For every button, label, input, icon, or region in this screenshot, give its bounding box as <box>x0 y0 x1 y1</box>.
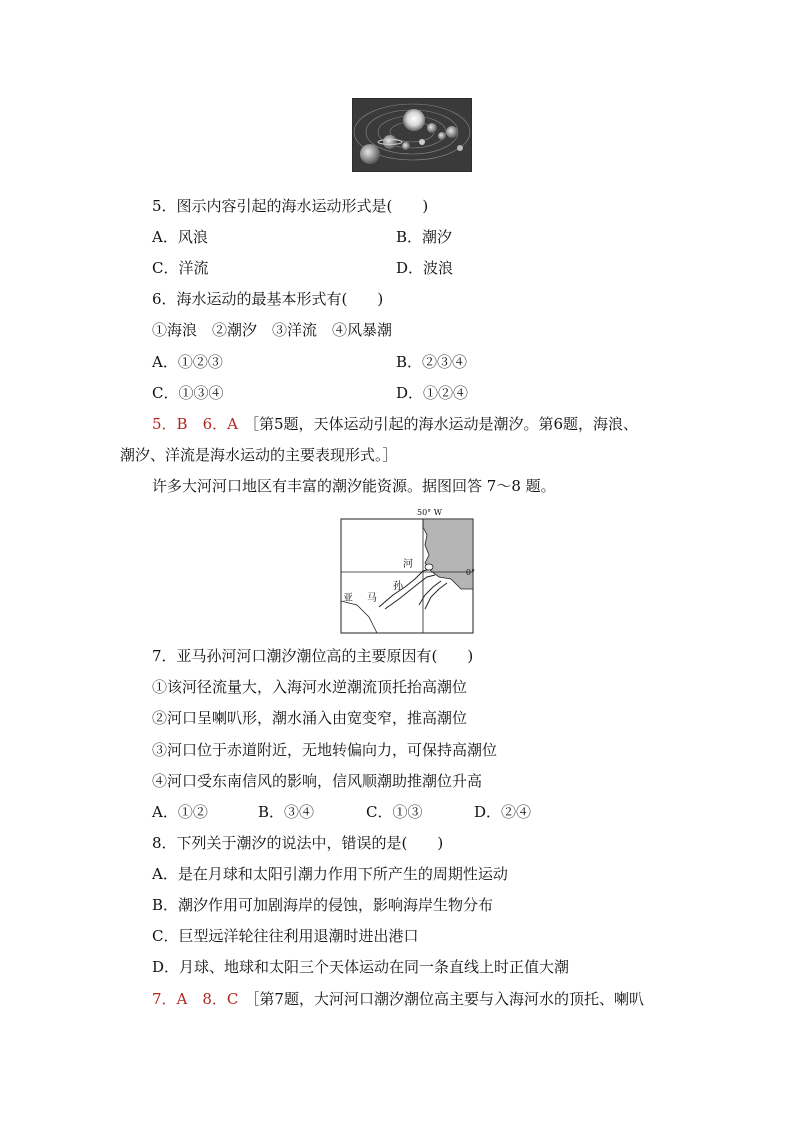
answer-key: 7．A 8．C <box>152 990 239 1008</box>
q7-option-c: C．①③ <box>366 803 423 821</box>
equator-label: 0° <box>465 568 475 577</box>
solar-system-image <box>352 98 472 172</box>
answer-key: 5．B 6．A <box>152 415 238 433</box>
q6-stem: 6．海水运动的最基本形式有( ) <box>152 290 384 308</box>
answer-5-6 <box>152 414 638 434</box>
q6-option-a: A．①②③ <box>152 353 223 371</box>
map-char-sun: 孙 <box>393 581 403 592</box>
q6-option-b: B．②③④ <box>396 353 468 371</box>
q7-option-d: D．②④ <box>474 803 532 821</box>
q5-option-a: A．风浪 <box>152 228 208 246</box>
q6-option-d: D．①②④ <box>396 384 469 402</box>
map-char-ma: 马 <box>367 593 377 604</box>
map-char-he: 河 <box>403 559 413 570</box>
q5-stem: 5．图示内容引起的海水运动形式是( ) <box>152 197 429 215</box>
answer-7-8 <box>152 989 644 1009</box>
answer-explanation: ［第7题，大河河口潮汐潮位高主要与入海河水的顶托、喇叭 <box>244 990 644 1008</box>
answer-explanation: ［第5题，天体运动引起的海水运动是潮汐。第6题，海浪、 <box>243 415 639 433</box>
q5-option-b: B．潮汐 <box>396 228 453 246</box>
q7-option-a: A．①② <box>152 803 208 821</box>
q7-item-4: ④河口受东南信风的影响，信风顺潮助推潮位升高 <box>152 772 483 790</box>
amazon-estuary-map <box>339 505 475 635</box>
q7-item-2: ②河口呈喇叭形，潮水涌入由宽变窄，推高潮位 <box>152 709 468 727</box>
q8-option-d: D．月球、地球和太阳三个天体运动在同一条直线上时正值大潮 <box>152 958 570 976</box>
q7-item-3: ③河口位于赤道附近，无地转偏向力，可保持高潮位 <box>152 741 498 759</box>
longitude-label: 50° W <box>417 508 442 517</box>
q5-option-c: C．洋流 <box>152 259 209 277</box>
intro-7-8: 许多大河河口地区有丰富的潮汐能资源。据图回答 7～8 题。 <box>152 477 556 495</box>
q8-option-b: B．潮汐作用可加剧海岸的侵蚀，影响海岸生物分布 <box>152 896 494 914</box>
q6-option-c: C．①③④ <box>152 384 224 402</box>
q6-items: ①海浪 ②潮汐 ③洋流 ④风暴潮 <box>152 321 393 339</box>
q8-option-a: A．是在月球和太阳引潮力作用下所产生的周期性运动 <box>152 865 508 883</box>
q5-option-d: D．波浪 <box>396 259 454 277</box>
q7-stem: 7．亚马孙河河口潮汐潮位高的主要原因有( ) <box>152 647 474 665</box>
q8-option-c: C．巨型远洋轮往往利用退潮时进出港口 <box>152 927 419 945</box>
q7-item-1: ①该河径流量大，入海河水逆潮流顶托抬高潮位 <box>152 678 468 696</box>
map-char-ya: 亚 <box>343 593 353 604</box>
q8-stem: 8．下列关于潮汐的说法中，错误的是( ) <box>152 834 444 852</box>
answer-5-6-continued: 潮汐、洋流是海水运动的主要表现形式。］ <box>120 446 398 464</box>
q7-option-b: B．③④ <box>258 803 315 821</box>
